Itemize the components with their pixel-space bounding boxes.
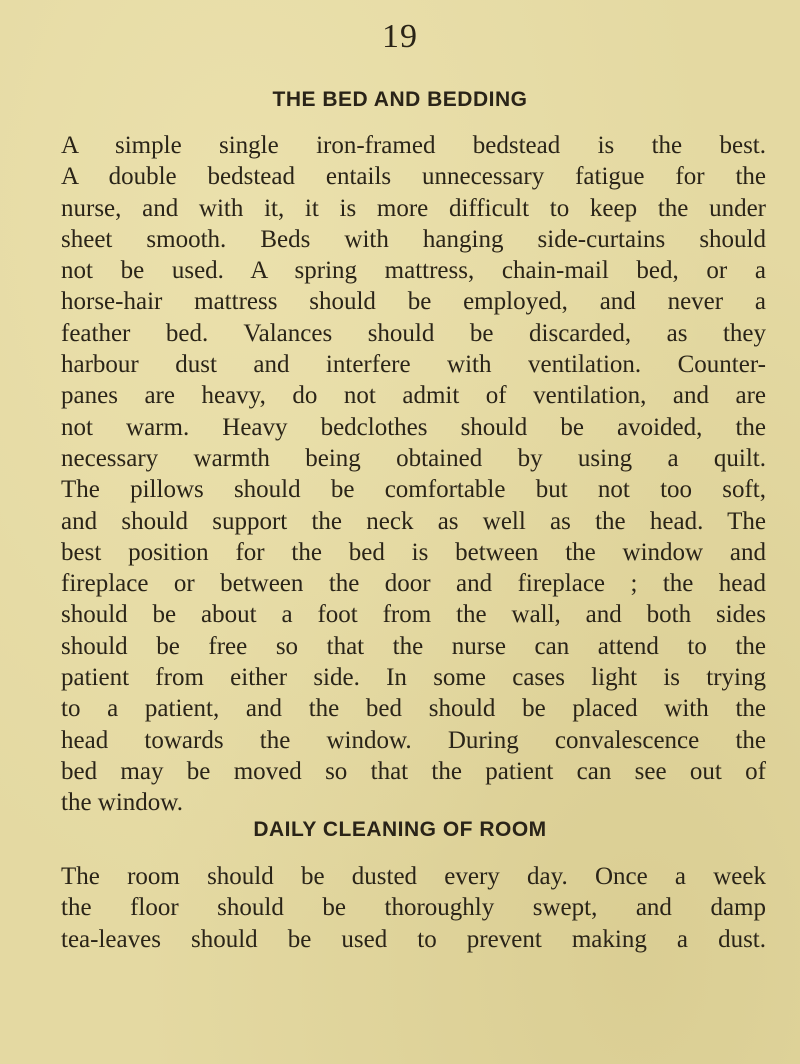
paragraph-daily-cleaning (61, 861, 766, 955)
page-number: 19 (382, 18, 418, 55)
text-line: nurse, and with it, it is more difficult to keep the under (61, 194, 766, 222)
section-heading-daily-cleaning: DAILY CLEANING OF ROOM (253, 818, 547, 841)
text-line: necessary warmth being obtained by using a quilt. (61, 444, 766, 472)
text-line: the floor should be thoroughly swept, and damp (61, 894, 766, 922)
text-line: should be about a foot from the wall, and both sides (61, 601, 766, 629)
text-line: fireplace or between the door and fireplace ; the head (61, 570, 766, 598)
text-line: to a patient, and the bed should be placed with the (61, 695, 766, 723)
paragraph-bed-and-bedding (61, 130, 766, 819)
text-line: patient from either side. In some cases light is trying (61, 664, 766, 692)
text-line: A double bedstead entails unnecessary fatigue for the (61, 163, 766, 191)
text-line: The room should be dusted every day. Once a week (61, 863, 766, 890)
text-line: not warm. Heavy bedclothes should be avoided, the (61, 413, 766, 441)
text-line: bed may be moved so that the patient can see out of (61, 757, 766, 785)
text-line: the window. (61, 789, 183, 817)
text-line: tea-leaves should be used to prevent making a dust. (61, 925, 766, 953)
text-line: best position for the bed is between the window and (61, 538, 766, 566)
text-line: head towards the window. During convalescence the (61, 726, 766, 754)
text-line: not be used. A spring mattress, chain-mail bed, or a (61, 257, 766, 285)
text-line: The pillows should be comfortable but not too soft, (61, 476, 766, 504)
text-line: and should support the neck as well as the head. The (61, 507, 766, 535)
text-line: sheet smooth. Beds with hanging side-curtains should (61, 225, 766, 253)
text-line: A simple single iron-framed bedstead is the best. (61, 132, 766, 159)
text-line: horse-hair mattress should be employed, and never a (61, 288, 766, 316)
text-line: feather bed. Valances should be discarded, as they (61, 319, 766, 347)
text-line: harbour dust and interfere with ventilation. Counter- (61, 351, 766, 379)
section-heading-bed-and-bedding: THE BED AND BEDDING (272, 88, 528, 111)
text-line: panes are heavy, do not admit of ventilation, and are (61, 382, 766, 410)
text-line: should be free so that the nurse can attend to the (61, 632, 766, 660)
